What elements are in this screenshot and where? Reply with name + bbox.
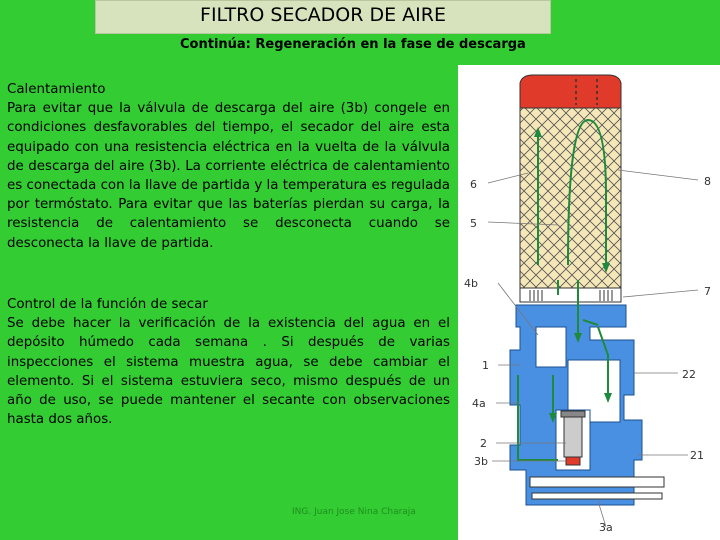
section-heading: Control de la función de secar <box>7 297 208 312</box>
label-21: 21 <box>690 449 704 462</box>
section-heating <box>7 80 450 253</box>
label-6: 6 <box>470 178 477 191</box>
diagram-panel <box>458 65 720 540</box>
page-subtitle: Continúa: Regeneración en la fase de descarga <box>180 37 526 52</box>
footer-credit: ING. Juan Jose Nina Charaja <box>292 507 416 517</box>
label-2: 2 <box>480 437 487 450</box>
label-4b: 4b <box>464 277 478 290</box>
drain-valve <box>564 415 582 457</box>
section-drying-control <box>7 295 450 429</box>
label-3a: 3a <box>599 521 613 534</box>
label-4a: 4a <box>472 397 486 410</box>
label-22: 22 <box>682 368 696 381</box>
label-3b: 3b <box>474 455 488 468</box>
section-body: Se debe hacer la verificación de la existencia del agua en el depósito húmedo cada semana . Si después de varias inspecciones el sistema muestra agua, se debe cambiar el elemento. Si el sistema estuviera seco, mismo después de un año de uso, se puede mantener el secante con observaciones hasta dos años. <box>7 316 450 428</box>
section-body: Para evitar que la válvula de descarga del aire (3b) congele en condiciones desfavorables del tiempo, el secador del aire esta equipado con una resistencia eléctrica en la vuelta de la válvula de descarga del aire (3b). La corriente eléctrica de calentamiento es conectada con la llave de partida y la temperatura es regulada por termóstato. Para evitar que las baterías pierdan su carga, la resistencia de calentamiento se desconecta cuando se desconecta la llave de partida. <box>7 101 450 251</box>
label-1: 1 <box>482 359 489 372</box>
filter-cap <box>520 75 621 108</box>
label-7: 7 <box>704 285 711 298</box>
label-5: 5 <box>470 217 477 230</box>
air-dryer-diagram <box>458 65 720 540</box>
page-title: FILTRO SECADOR DE AIRE <box>200 4 446 26</box>
section-heading: Calentamiento <box>7 82 106 97</box>
label-8: 8 <box>704 175 711 188</box>
